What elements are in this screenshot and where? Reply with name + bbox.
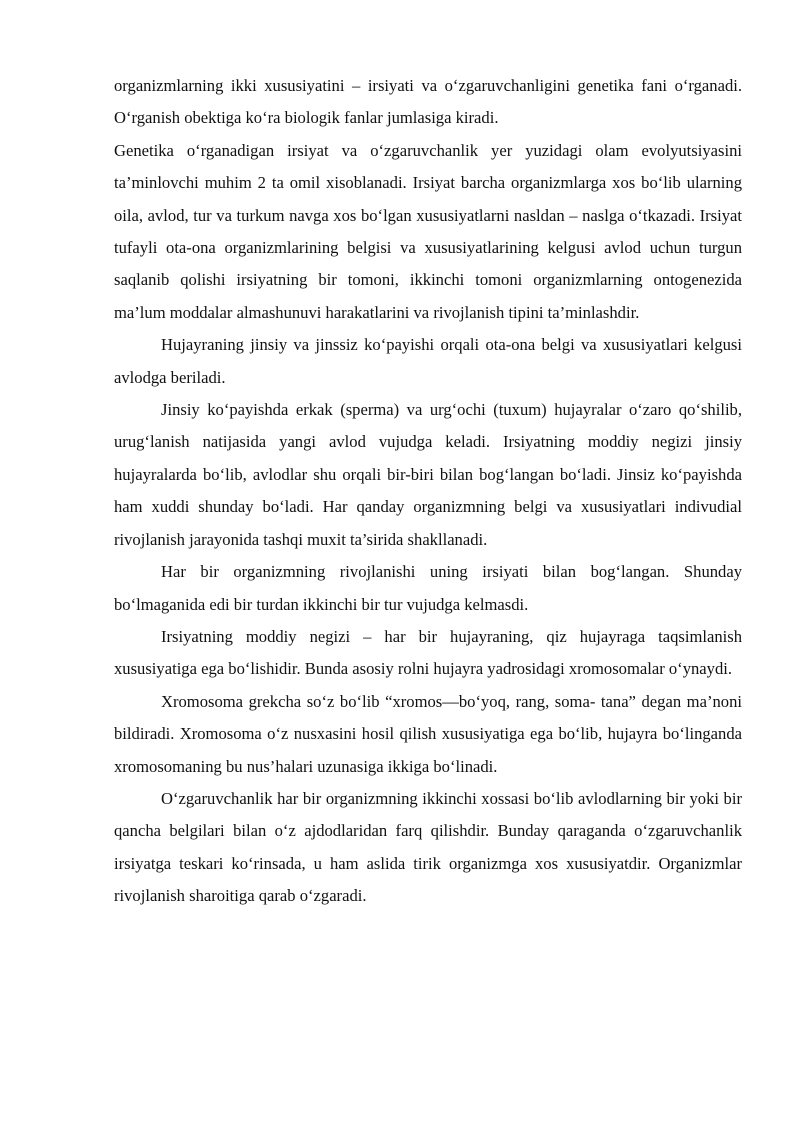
paragraph-1: organizmlarning ikki xususiyatini – irsiyati va o‘zgaruvchanligini genetika fani o‘rganadi. O‘rganish obektiga ko‘ra biologik fanlar jumlasiga kiradi. bbox=[114, 76, 742, 128]
document-page bbox=[114, 70, 742, 913]
paragraph-7: Xromosoma grekcha so‘z bo‘lib “xromos—bo‘yoq, rang, soma- tana” degan ma’noni bildiradi. Xromosoma o‘z nusxasini hosil qilish xususiyatiga ega bo‘lib, hujayra bo‘linganda xromosomaning bu nus’halari uzunasiga ikkiga bo‘linadi. bbox=[114, 691, 742, 776]
paragraph-3: Hujayraning jinsiy va jinssiz ko‘payishi orqali ota-ona belgi va xususiyatlari kelgusi avlodga beriladi. bbox=[114, 335, 742, 387]
paragraph-6: Irsiyatning moddiy negizi – har bir hujayraning, qiz hujayraga taqsimlanish xususiyatiga ega bo‘lishidir. Bunda asosiy rolni hujayra yadrosidagi xromosomalar o‘ynaydi. bbox=[114, 626, 742, 679]
paragraph-8: O‘zgaruvchanlik har bir organizmning ikkinchi xossasi bo‘lib avlodlarning bir yoki bir qancha belgilari bilan o‘z ajdodlaridan farq qilishdir. Bunday qaraganda o‘zgaruvchanlik irsiyatga teskari ko‘rinsada, u ham aslida tirik organizmga xos xususiyatdir. Organizmlar rivojlanish sharoitiga qarab o‘zgaradi. bbox=[114, 788, 742, 906]
paragraph-4: Jinsiy ko‘payishda erkak (sperma) va urg‘ochi (tuxum) hujayralar o‘zaro qo‘shilib, urug‘lanish natijasida yangi avlod vujudga keladi. Irsiyatning moddiy negizi jinsiy hujayralarda bo‘lib, avlodlar shu orqali bir-biri bilan bog‘langan bo‘ladi. Jinsiz ko‘payishda ham xuddi shunday bo‘ladi. Har qanday organizmning belgi va xususiyatlari indivudial rivojlanish jarayonida tashqi muxit ta’sirida shakllanadi. bbox=[114, 400, 742, 549]
paragraph-5: Har bir organizmning rivojlanishi uning irsiyati bilan bog‘langan. Shunday bo‘lmaganida edi bir turdan ikkinchi bir tur vujudga kelmasdi. bbox=[114, 562, 742, 614]
paragraph-2: Genetika o‘rganadigan irsiyat va o‘zgaruvchanlik yer yuzidagi olam evolyutsiyasini ta’minlovchi muhim 2 ta omil xisoblanadi. Irsiyat barcha organizmlarga xos bo‘lib ularning oila, avlod, tur va turkum navga xos bo‘lgan xususiyatlarni nasldan – naslga o‘tkazadi. Irsiyat tufayli ota-ona organizmlarining belgisi va xususiyatlarining kelgusi avlod uchun turgun saqlanib qolishi irsiyatning bir tomoni, ikkinchi tomoni organizmlarning ontogenezida ma’lum moddalar almashunuvi harakatlarini va rivojlanish tipini ta’minlashdir. bbox=[114, 140, 742, 322]
